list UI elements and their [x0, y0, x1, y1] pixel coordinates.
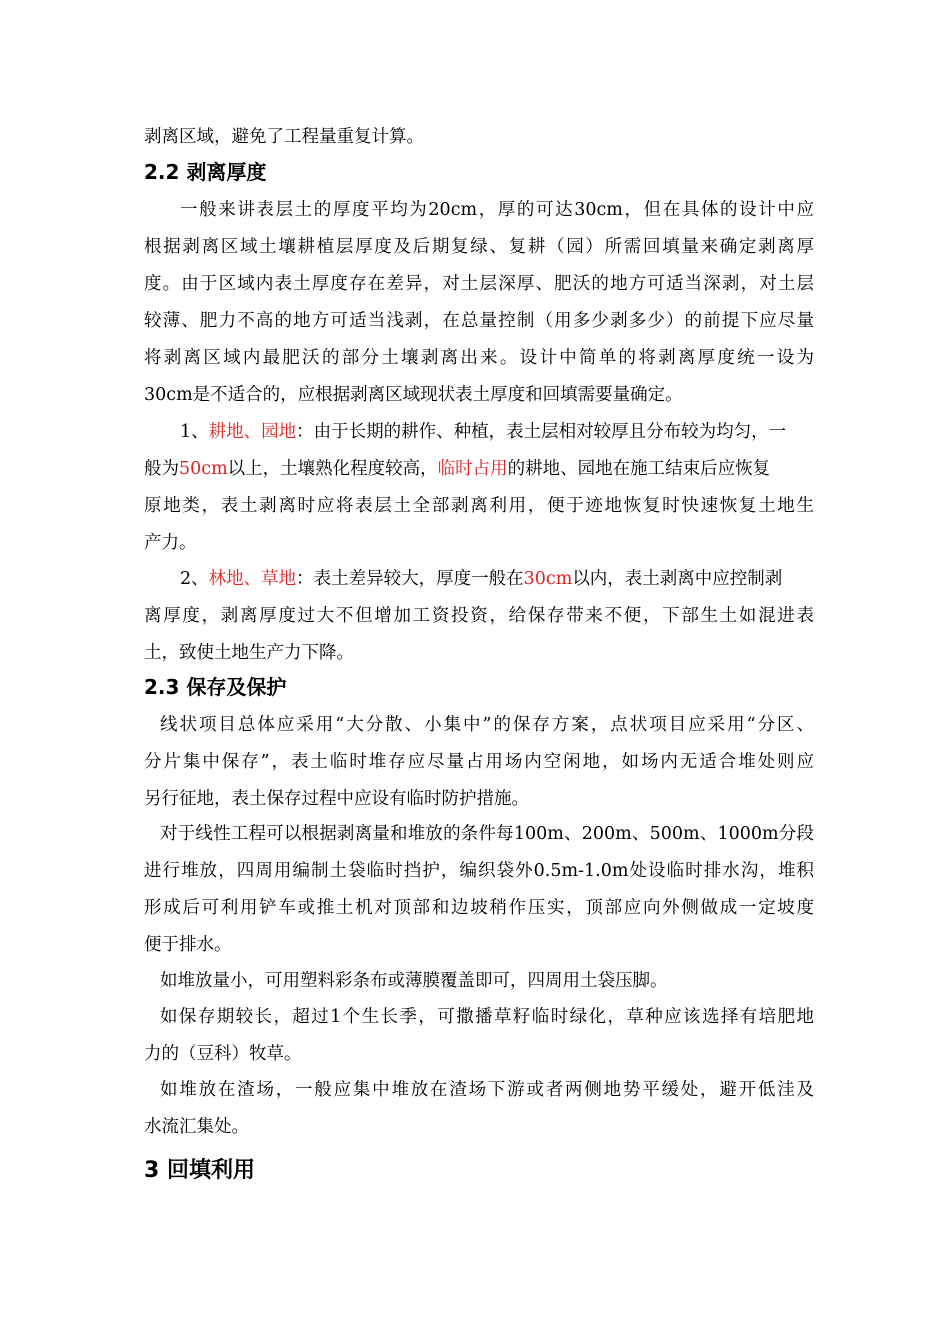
- section-heading-2-3: 2.3 保存及保护: [144, 675, 287, 699]
- text-line: [180, 568, 814, 590]
- list-number: 2、: [180, 569, 209, 589]
- text-span: ：表土差异较大，厚度一般在: [296, 569, 524, 589]
- text-line: 度。由于区域内表土厚度存在差异，对土层深厚、肥沃的地方可适当深剥，对土层: [144, 274, 814, 294]
- text-line: 另行征地，表土保存过程中应设有临时防护措施。: [144, 789, 529, 809]
- text-line: [180, 421, 814, 443]
- text-span: 般为: [144, 459, 179, 479]
- highlight-term: 临时占用: [437, 459, 508, 479]
- text-line: 分片集中保存”，表土临时堆存应尽量占用场内空闲地，如场内无适合堆处则应: [144, 752, 814, 772]
- depth-value: 30cm: [523, 569, 573, 589]
- land-type-term: 林地、草地: [208, 569, 297, 589]
- text-line: 离厚度，剥离厚度过大不但增加工资投资，给保存带来不便，下部生土如混进表: [144, 606, 814, 626]
- text-line: 原地类，表土剥离时应将表层土全部剥离利用，便于迹地恢复时快速恢复土地生: [144, 496, 814, 516]
- text-span: 以上，土壤熟化程度较高，: [227, 459, 438, 479]
- text-line: 如堆放在渣场，一般应集中堆放在渣场下游或者两侧地势平缓处，避开低洼及: [160, 1080, 814, 1100]
- text-line: [144, 458, 814, 480]
- text-line: 如保存期较长，超过1个生长季，可撒播草籽临时绿化，草种应该选择有培肥地: [160, 1007, 814, 1027]
- list-number: 1、: [180, 422, 209, 442]
- text-line: 力的（豆科）牧草。: [144, 1044, 302, 1064]
- text-line: 较薄、肥力不高的地方可适当浅剥，在总量控制（用多少剥多少）的前提下应尽量: [144, 311, 814, 331]
- text-line: 30cm是不适合的，应根据剥离区域现状表土厚度和回填需要量确定。: [144, 385, 683, 405]
- text-line: 线状项目总体应采用“大分散、小集中”的保存方案，点状项目应采用“分区、: [160, 715, 814, 735]
- text-span: 以内，表土剥离中应控制剥: [572, 569, 783, 589]
- text-line: 进行堆放，四周用编制土袋临时挡护，编织袋外0.5m-1.0m处设临时排水沟，堆积: [144, 861, 814, 881]
- section-heading-2-2: 2.2 剥离厚度: [144, 160, 267, 184]
- section-heading-3: 3 回填利用: [144, 1158, 255, 1183]
- text-line: 对于线性工程可以根据剥离量和堆放的条件每100m、200m、500m、1000m分段: [160, 824, 814, 844]
- text-line: 水流汇集处。: [144, 1117, 249, 1137]
- text-line: 形成后可利用铲车或推土机对顶部和边坡稍作压实，顶部应向外侧做成一定坡度: [144, 898, 814, 918]
- text-line: 一般来讲表层土的厚度平均为20cm，厚的可达30cm，但在具体的设计中应: [180, 200, 814, 220]
- intro-line: 剥离区域，避免了工程量重复计算。: [144, 127, 424, 147]
- paragraph-small-pile: 如堆放量小，可用塑料彩条布或薄膜覆盖即可，四周用土袋压脚。: [160, 971, 668, 991]
- text-line: 将剥离区域内最肥沃的部分土壤剥离出来。设计中简单的将剥离厚度统一设为: [144, 348, 814, 368]
- text-line: 便于排水。: [144, 935, 232, 955]
- depth-value: 50cm: [179, 459, 228, 479]
- text-line: 土，致使土地生产力下降。: [144, 643, 354, 663]
- text-span: 的耕地、园地在施工结束后应恢复: [507, 459, 771, 479]
- text-line: 根据剥离区域土壤耕植层厚度及后期复绿、复耕（园）所需回填量来确定剥离厚: [144, 237, 814, 257]
- land-type-term: 耕地、园地: [208, 422, 297, 442]
- text-line: 产力。: [144, 533, 197, 553]
- text-span: ：由于长期的耕作、种植，表土层相对较厚且分布较为均匀，一: [296, 422, 787, 442]
